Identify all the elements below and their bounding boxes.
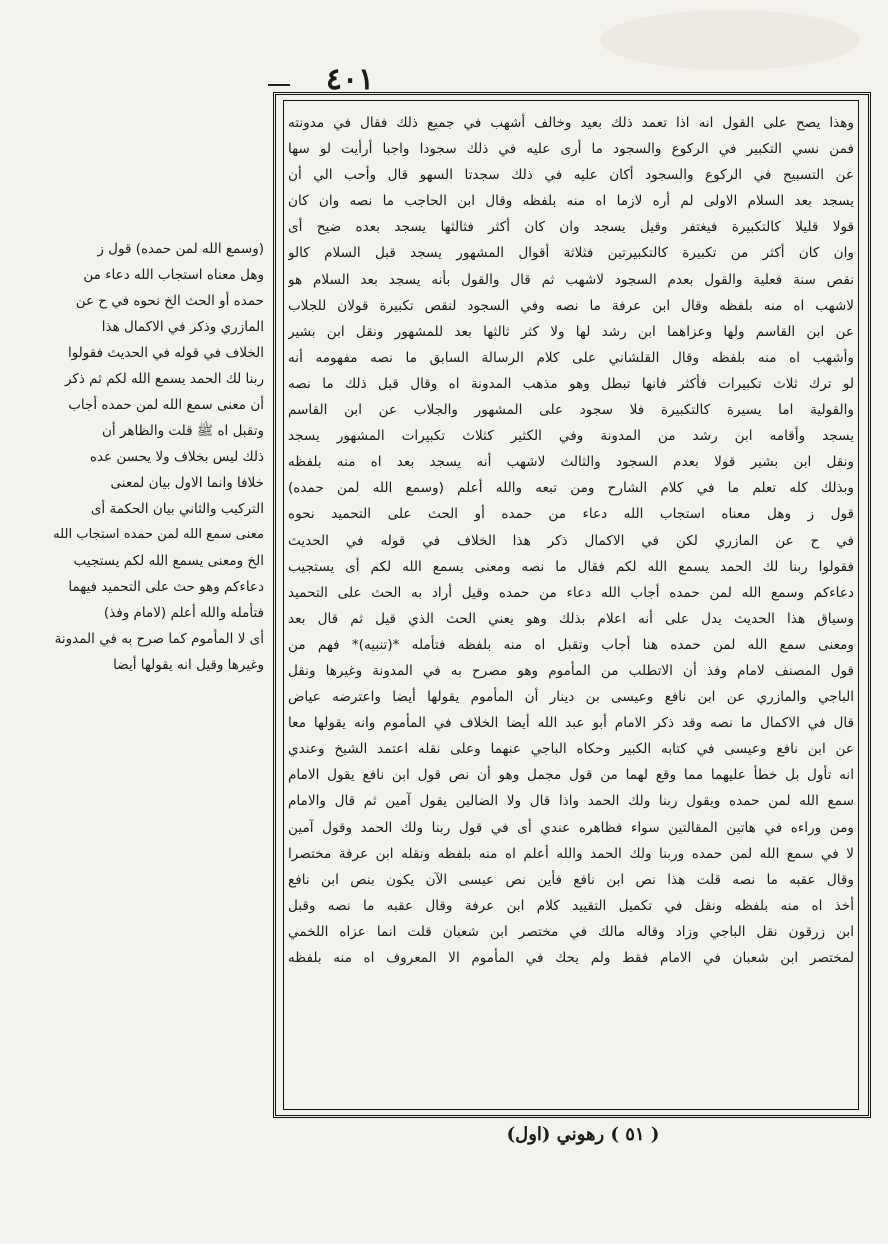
main-text-line: وبذلك كله تعلم ما في كلام الشارح ومن تبعه والله أعلم (وسمع الله لمن حمده) — [288, 480, 854, 497]
main-text-line: وان كان أكثر من تكبيرة كالتكبيرتين فثلاثة أقوال المشهور يسجد قبل السلام كالو — [288, 245, 854, 262]
main-text-line: ومن وراءه في هاتين المقالتين سواء فظاهره عندي أى في قول ربنا ولك الحمد وقول آمين — [288, 819, 854, 836]
main-text-line: فمن نسي التكبير في الركوع والسجود ما أرى عليه في ذلك سجودا واجبا أرأيت لو سها — [288, 141, 854, 158]
margin-note-line: الخلاف في قوله في الحديث فقولوا — [67, 345, 264, 361]
margin-note-line: (وسمع الله لمن حمده) قول ز — [97, 241, 264, 257]
main-text-line: ونقل ابن بشير قولا بعدم السجود والثالث لاشهب أنه يسجد بعد اه منه بلفظه — [288, 454, 854, 471]
margin-note — [50, 236, 264, 756]
margin-note-line: وتقبل اه ﷺ قلت والظاهر أن — [102, 423, 264, 439]
page-number: ٤٠١ — [290, 62, 410, 97]
main-text-line: وقال عقبه ما نصه قلت هذا نص ابن نافع فأين نص عيسى الآن يكون بنص ابن نافع — [288, 871, 854, 888]
main-text-line: أخذ اه منه بلفظه ونقل في تكميل التقييد كلام ابن عرفة وقال عقبه ما نصه وقبل — [288, 897, 854, 914]
margin-note-line: أن معنى سمع الله لمن حمده أجاب — [68, 397, 264, 413]
main-text-line: عن ابن نافع وعيسى في كتابه الكبير وحكاه الباجي عنهما وعلى نقله اعتمد الشيخ وعندي — [288, 741, 854, 758]
main-text-line: ابن زرقون نقل الباجي وزاد وقاله مالك في مختصر ابن شعبان قلت انما عزاه اللخمي — [288, 923, 854, 940]
main-text-line: في ح عن المازري لكن في الاكمال ذكر هذا الخلاف في قوله في الحديث — [288, 532, 854, 549]
main-text-block — [288, 110, 854, 1112]
main-text-line: وهذا يصح على القول انه اذا تعمد ذلك بعيد وخالف أشهب في جميع ذلك فقال في مدونته — [288, 115, 854, 131]
main-text-line: لو ترك ثلاث تكبيرات فأكثر فانها تبطل وهو مذهب المدونة اه وقال قبل ذلك ما نصه — [288, 375, 854, 392]
main-text-line: عن ابن القاسم ولها وعزاهما ابن رشد لها ولا كثر ثالثها بعد للمشهور ونقل ابن بشير — [288, 323, 854, 340]
margin-note-line: ربنا لك الحمد يسمع الله لكم ثم ذكر — [64, 371, 264, 387]
main-text-line: يسجد وأقامه ابن رشد من المدونة وفي الكثير كثلاث تكبيرات المشهور يسجد — [288, 428, 854, 445]
margin-note-line: وهل معناه استجاب الله دعاء من — [83, 267, 264, 283]
main-text-line: قول المصنف لامام وفذ أن الاتطلب من المأموم وهو مصرح به في المدونة وغيرها ونقل — [288, 662, 854, 679]
main-text-line: قولا قليلا كالتكبيرة فيغتفر وقيل يسجد وان كان أكثر فثالثها يسجد بعده ضيح أى — [288, 219, 854, 236]
main-text-line: وأشهب اه منه بلفظه وقال القلشاني على كلام الرسالة السابق ما نصه مفهومه أنه — [288, 349, 854, 366]
main-text-line: سمع الله لمن حمده ويقول ربنا ولك الحمد واذا قال ولا الضالين يقول آمين ثم قال والامام — [288, 793, 854, 810]
main-text-line: وسياق هذا الحديث يدل على أنه اعلام بذلك وهو يعني الحث الذي قيل ثم قال بعد — [288, 610, 854, 627]
main-text-line: لا في سمع الله لمن حمده وربنا ولك الحمد والله أعلم اه منه بلفظه ونقله ابن عرفة مختصرا — [288, 845, 854, 862]
main-text-line: قال في الاكمال ما نصه وقد ذكر الامام أبو عبد الله أيضا الخلاف في المأموم وانه يقولها معا — [288, 715, 854, 732]
main-text-line: عن التسبيح في الركوع والسجود أكان عليه في ذلك سجدتا السهو قال وأحب الي أن — [288, 167, 854, 184]
main-text-line: ومعنى سمع الله لمن حمده هنا أجاب وتقبل اه منه بلفظه فتأمله *(تنبيه)* فهم من — [288, 636, 854, 653]
main-text-line: فقولوا ربنا لك الحمد يسمع الله لكم فقال ما نصه ومعنى يسمع الله لكم أى يستجيب — [288, 558, 854, 575]
margin-note-line: فتأمله والله أعلم (لامام وفذ) — [103, 605, 264, 621]
margin-note-line: المازري وذكر في الاكمال هذا — [101, 319, 264, 335]
main-text-line: والقولية اما يسيرة كالتكبيرة فلا سجود على المشهور والجلاب عن ابن القاسم — [288, 402, 854, 419]
margin-note-line: حمده أو الحث الخ نحوه في ح عن — [75, 293, 264, 309]
margin-note-line: معنى سمع الله لمن حمده استجاب الله — [53, 527, 264, 542]
main-text-line: قول ز وهل معناه استجاب الله دعاء من حمده أو الحث على التحميد نحوه — [288, 506, 854, 523]
main-text-line: يسجد بعد السلام الاولى لم أره لازما اه منه بلفظه وقال ابن الحاجب ما نصه وان كان — [288, 193, 854, 210]
main-text-line: الباجي والمازري عن ابن نافع وعيسى بن دينار أن المأموم يقولها أيضا واعترضه عياض — [288, 689, 854, 706]
paper-stain — [600, 10, 860, 70]
main-text-line: نقص سنة فعلية والقول بعدم السجود لاشهب ثم قال والقول بأنه يسجد بعد السلام هو — [288, 271, 854, 288]
footer-signature: ( ٥١ ) رهوني (اول) — [506, 1124, 660, 1145]
main-text-line: انه تأول بل خطأ عليهما مما وقع لهما من قول مجمل وهو أن نص قول ابن نافع يقول الامام — [288, 767, 854, 784]
main-text-line: لمختصر ابن شعبان في الامام فقط ولم يحك في المأموم الا المعروف اه منه بلفظه — [288, 950, 854, 966]
main-text-line: دعاءكم وسمع الله لمن حمده أجاب الله دعاء من حمده وقيل أراد به الحث على التحميد — [288, 584, 854, 601]
margin-note-line: ذلك ليس بخلاف ولا يحسن عده — [89, 449, 264, 465]
margin-note-line: خلافا وانما الاول بيان لمعنى — [110, 475, 264, 491]
margin-note-line: الخ ومعنى يسمع الله لكم يستجيب — [73, 553, 264, 569]
margin-note-line: دعاءكم وهو حث على التحميد فيهما — [68, 579, 264, 595]
margin-note-line: وغيرها وقيل انه يقولها أيضا — [113, 657, 264, 673]
margin-note-line: أى لا المأموم كما صرح به في المدونة — [54, 631, 264, 647]
margin-note-line: التركيب والثاني بيان الحكمة أى — [90, 501, 264, 517]
main-text-line: لاشهب اه منه بلفظه وقال ابن عرفة ما نصه وفي السجود لنقص تكبيرة قولان للجلاب — [288, 297, 854, 314]
